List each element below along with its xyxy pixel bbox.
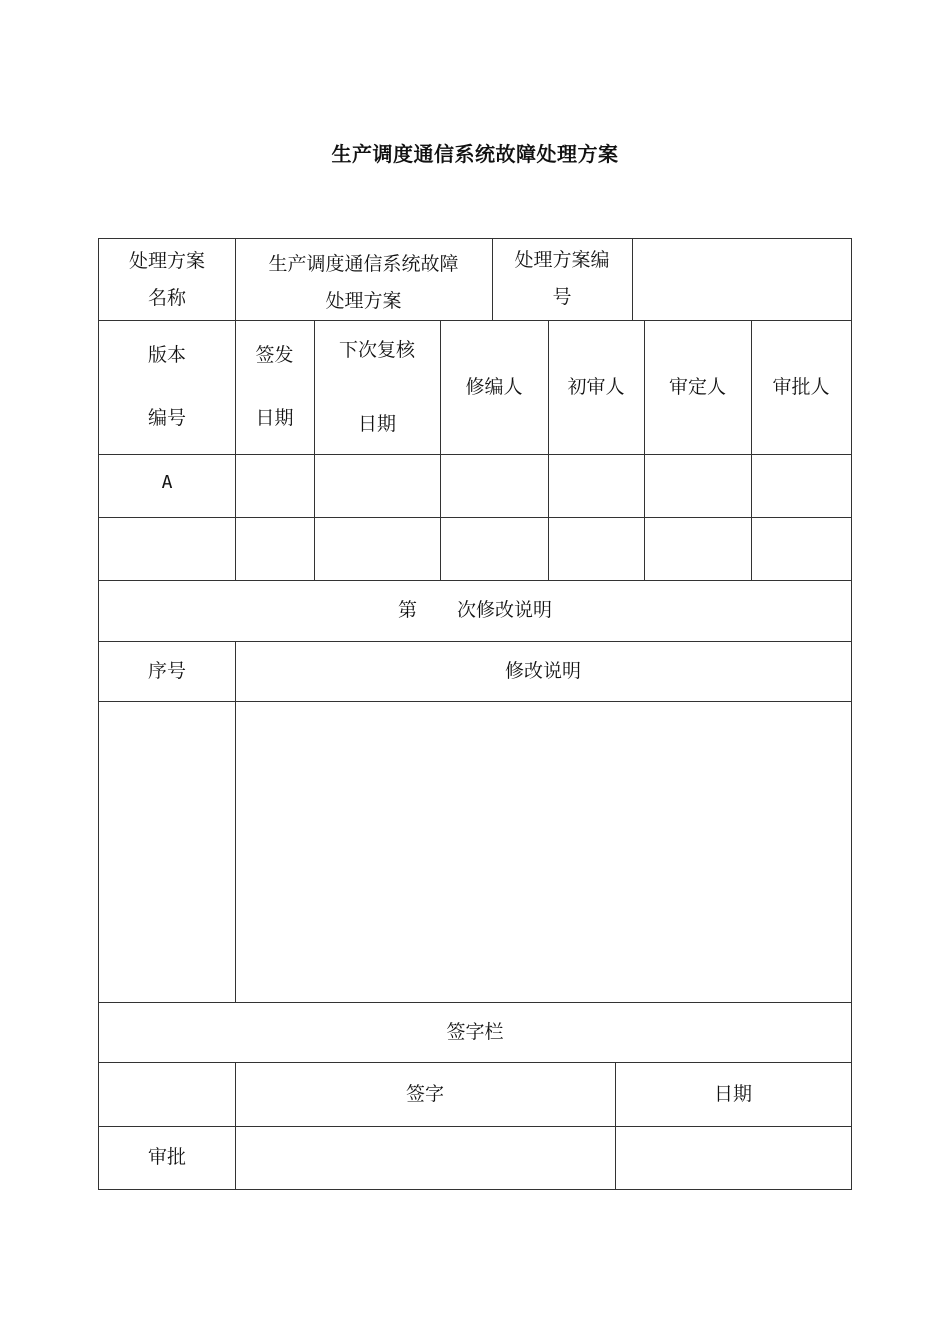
revision-heading (99, 580, 851, 641)
version-row-2-first-reviewer[interactable] (548, 517, 644, 580)
document-title: 生产调度通信系统故障处理方案 (331, 142, 619, 166)
plan-number-label-line1: 处理方案编 (514, 249, 610, 272)
version-row-1-editor[interactable] (440, 454, 548, 517)
approval-signature-field[interactable] (235, 1126, 615, 1189)
plan-name-label-line2: 名称 (147, 286, 186, 309)
version-row-2-editor[interactable] (440, 517, 548, 580)
revision-heading-prefix: 第 (397, 599, 417, 622)
version-row-1-finalizer[interactable] (644, 454, 751, 517)
next-review-header-line1: 下次复核 (338, 338, 415, 361)
version-number-header (99, 320, 235, 454)
revision-desc-content[interactable] (235, 701, 851, 1002)
version-row-2-version[interactable] (99, 517, 235, 580)
version-row-2-approver[interactable] (751, 517, 851, 580)
version-header-line2: 编号 (147, 407, 186, 429)
plan-number-label-line2: 号 (552, 285, 572, 308)
signature-date-header: 日期 (713, 1082, 752, 1105)
version-row-2-review-date[interactable] (314, 517, 440, 580)
plan-number-value[interactable] (632, 239, 851, 320)
approval-date-field[interactable] (615, 1126, 851, 1189)
plan-name-value (235, 239, 492, 320)
revision-seq-header: 序号 (147, 659, 186, 682)
finalizer-header: 审定人 (668, 375, 726, 398)
editor-header: 修编人 (465, 375, 523, 398)
version-row-2-issue-date[interactable] (235, 517, 314, 580)
version-row-1-approver[interactable] (751, 454, 851, 517)
signature-corner (99, 1062, 235, 1126)
next-review-header-line2: 日期 (357, 413, 396, 435)
revision-seq-content[interactable] (99, 701, 235, 1002)
version-row-1-version[interactable]: A (161, 472, 173, 493)
issue-date-header (235, 320, 314, 454)
plan-name-label-line1: 处理方案 (128, 250, 205, 273)
version-row-1-review-date[interactable] (314, 454, 440, 517)
revision-heading-suffix: 次修改说明 (457, 599, 553, 622)
first-reviewer-header: 初审人 (567, 375, 625, 398)
signature-sign-header: 签字 (405, 1082, 444, 1105)
issue-date-header-line2: 日期 (255, 407, 294, 429)
version-row-1-issue-date[interactable] (235, 454, 314, 517)
next-review-date-header (314, 320, 440, 454)
version-header-line1: 版本 (147, 344, 186, 367)
approver-header: 审批人 (772, 375, 830, 398)
plan-number-label (492, 239, 632, 320)
revision-desc-header: 修改说明 (504, 659, 581, 682)
approval-label: 审批 (147, 1146, 186, 1169)
plan-name-value-line1: 生产调度通信系统故障 (268, 253, 459, 276)
plan-name-value-line2: 处理方案 (325, 289, 402, 312)
version-row-2-finalizer[interactable] (644, 517, 751, 580)
plan-form-table (98, 238, 852, 1190)
plan-name-label (99, 239, 235, 320)
issue-date-header-line1: 签发 (255, 344, 294, 367)
signature-heading: 签字栏 (446, 1020, 504, 1043)
version-row-1-first-reviewer[interactable] (548, 454, 644, 517)
